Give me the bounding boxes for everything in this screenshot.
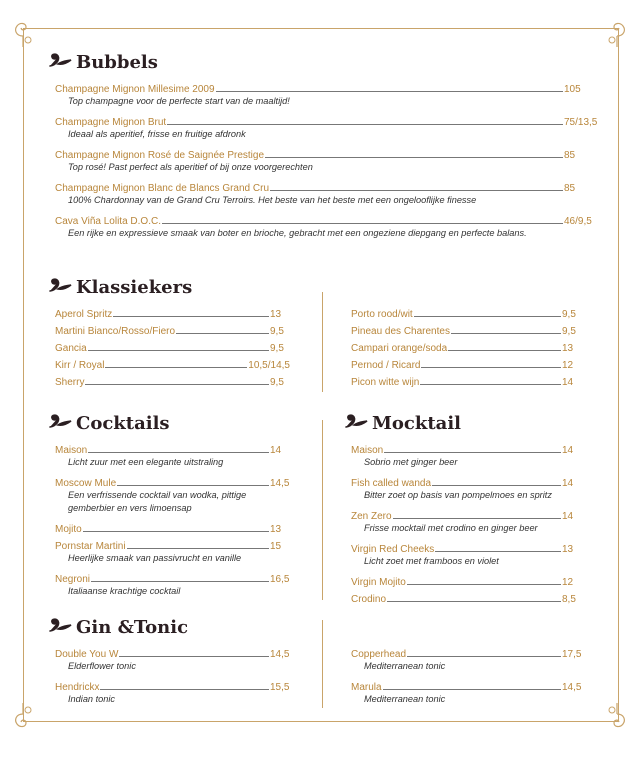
menu-item <box>351 538 582 555</box>
corner-swirl-icon <box>12 702 34 732</box>
menu-item <box>55 303 290 320</box>
leader-line <box>176 333 269 334</box>
heading-text: Cocktails <box>76 413 170 434</box>
menu-item <box>351 337 582 354</box>
leader-line <box>383 689 561 690</box>
item-name: Porto rood/wit <box>351 309 413 320</box>
item-name: Pineau des Charentes <box>351 326 450 337</box>
item-name: Moscow Mule <box>55 478 117 489</box>
leader-line <box>448 350 561 351</box>
gintonic-left-list <box>55 643 290 709</box>
leader-line <box>216 91 563 92</box>
menu-item <box>55 535 290 552</box>
item-name: Virgin Mojito <box>351 577 406 588</box>
menu-item <box>55 337 290 354</box>
item-price: 14 <box>562 445 574 456</box>
item-price: 14 <box>270 445 282 456</box>
item-price: 13 <box>562 544 574 555</box>
item-name: Virgin Red Cheeks <box>351 544 435 555</box>
description-line: Top rosé! Past perfect als aperitief of bij onze voorgerechten <box>68 162 313 172</box>
column-divider <box>322 292 323 392</box>
heading-text: Mocktail <box>372 413 462 434</box>
heading-text: Gin &Tonic <box>76 617 189 638</box>
item-description <box>55 456 290 469</box>
description-line: Elderflower tonic <box>68 661 136 671</box>
menu-item <box>55 676 290 693</box>
leader-line <box>83 531 269 532</box>
item-name: Sherry <box>55 377 85 388</box>
item-name: Marula <box>351 682 382 693</box>
menu-item <box>351 439 582 456</box>
leader-line <box>167 124 563 125</box>
item-description <box>351 555 582 568</box>
item-price: 8,5 <box>562 594 576 605</box>
item-price: 14 <box>562 511 574 522</box>
item-price: 13 <box>270 309 282 320</box>
item-description <box>55 161 600 174</box>
heading-cocktails <box>46 413 170 434</box>
bubbels-list <box>55 78 600 243</box>
item-price: 9,5 <box>270 377 284 388</box>
cocktails-list <box>55 439 290 601</box>
heading-gin-tonic <box>46 617 188 638</box>
description-line: Licht zoet met framboos en violet <box>364 556 499 566</box>
leader-line <box>435 551 561 552</box>
item-price: 46/9,5 <box>564 216 592 227</box>
corner-swirl-icon <box>12 18 34 48</box>
item-description <box>351 693 582 706</box>
leader-line <box>162 223 563 224</box>
leader-line <box>265 157 563 158</box>
item-name: Champagne Mignon Millesime 2009 <box>55 84 215 95</box>
menu-item <box>55 518 290 535</box>
menu-item <box>55 643 290 660</box>
item-price: 13 <box>270 524 282 535</box>
description-line: Mediterranean tonic <box>364 694 446 704</box>
column-divider <box>322 420 323 600</box>
item-name: Maison <box>55 445 88 456</box>
description-line: Top champagne voor de perfecte start van de maaltijd! <box>68 96 290 106</box>
item-name: Hendrickx <box>55 682 100 693</box>
menu-item <box>351 588 582 605</box>
item-price: 14 <box>562 377 574 388</box>
item-price: 105 <box>564 84 581 95</box>
menu-item <box>351 643 582 660</box>
corner-swirl-icon <box>606 18 628 48</box>
leader-line <box>88 452 269 453</box>
leader-line <box>88 350 269 351</box>
leader-line <box>117 485 269 486</box>
item-name: Martini Bianco/Rosso/Fiero <box>55 326 176 337</box>
item-price: 14,5 <box>562 682 582 693</box>
heading-text: Bubbels <box>76 52 158 73</box>
description-line: Italiaanse krachtige cocktail <box>68 586 181 596</box>
menu-item <box>351 354 582 371</box>
swirl-icon <box>46 52 72 73</box>
item-description <box>351 660 582 673</box>
item-description <box>351 522 582 535</box>
leader-line <box>407 656 561 657</box>
item-price: 14,5 <box>270 649 290 660</box>
leader-line <box>91 581 269 582</box>
menu-item <box>55 111 600 128</box>
description-line: Bitter zoet op basis van pompelmoes en spritz <box>364 490 552 500</box>
item-name: Picon witte wijn <box>351 377 420 388</box>
item-name: Crodino <box>351 594 387 605</box>
klassiekers-right-list <box>351 303 582 388</box>
item-description <box>55 693 290 706</box>
item-name: Pornstar Martini <box>55 541 126 552</box>
item-name: Pernod / Ricard <box>351 360 421 371</box>
leader-line <box>119 656 269 657</box>
item-price: 9,5 <box>562 326 576 337</box>
swirl-icon <box>46 413 72 434</box>
item-description <box>55 128 600 141</box>
menu-item <box>55 472 290 489</box>
item-name: Kirr / Royal <box>55 360 105 371</box>
description-line: Een rijke en expressieve smaak van boter en brioche, gebracht met een ongeziene diepgang en perfecte balans. <box>68 228 527 238</box>
item-description <box>351 489 582 502</box>
item-name: Champagne Mignon Brut <box>55 117 167 128</box>
item-description <box>55 194 600 207</box>
leader-line <box>414 316 561 317</box>
description-line: 100% Chardonnay van de Grand Cru Terroirs. Het beste van het beste met een ongelooflijke finesse <box>68 195 477 205</box>
item-price: 15,5 <box>270 682 290 693</box>
menu-item <box>55 177 600 194</box>
leader-line <box>85 384 269 385</box>
item-price: 17,5 <box>562 649 582 660</box>
item-price: 12 <box>562 360 574 371</box>
leader-line <box>100 689 269 690</box>
item-price: 15 <box>270 541 282 552</box>
description-line: gemberbier en vers limoensap <box>68 503 192 513</box>
item-description <box>55 95 600 108</box>
leader-line <box>407 584 561 585</box>
menu-item <box>55 320 290 337</box>
menu-item <box>351 320 582 337</box>
item-name: Zen Zero <box>351 511 392 522</box>
item-name: Negroni <box>55 574 91 585</box>
item-price: 9,5 <box>562 309 576 320</box>
leader-line <box>421 367 561 368</box>
leader-line <box>113 316 269 317</box>
leader-line <box>432 485 561 486</box>
leader-line <box>451 333 561 334</box>
item-price: 12 <box>562 577 574 588</box>
leader-line <box>393 518 561 519</box>
item-price: 14 <box>562 478 574 489</box>
description-line: Indian tonic <box>68 694 115 704</box>
item-description <box>55 585 290 598</box>
item-name: Champagne Mignon Rosé de Saignée Prestige <box>55 150 265 161</box>
item-name: Copperhead <box>351 649 407 660</box>
item-name: Double You W <box>55 649 119 660</box>
menu-item <box>351 472 582 489</box>
menu-item <box>55 354 290 371</box>
description-line: Ideaal als aperitief, frisse en fruitige afdronk <box>68 129 246 139</box>
item-price: 85 <box>564 183 576 194</box>
heading-text: Klassiekers <box>76 277 193 298</box>
swirl-icon <box>46 277 72 298</box>
menu-item <box>55 568 290 585</box>
leader-line <box>387 601 561 602</box>
swirl-icon <box>342 413 368 434</box>
corner-swirl-icon <box>606 702 628 732</box>
klassiekers-left-list <box>55 303 290 388</box>
item-description <box>55 660 290 673</box>
item-description <box>351 456 582 469</box>
mocktail-list <box>351 439 582 605</box>
item-name: Champagne Mignon Blanc de Blancs Grand Cru <box>55 183 270 194</box>
item-price: 10,5/14,5 <box>248 360 290 371</box>
leader-line <box>105 367 247 368</box>
menu-item <box>55 439 290 456</box>
heading-klassiekers <box>46 277 192 298</box>
description-line: Mediterranean tonic <box>364 661 446 671</box>
item-description <box>55 489 290 515</box>
item-name: Gancia <box>55 343 87 354</box>
leader-line <box>420 384 561 385</box>
leader-line <box>270 190 563 191</box>
item-price: 9,5 <box>270 343 284 354</box>
menu-item <box>55 78 600 95</box>
menu-item <box>55 210 600 227</box>
item-price: 13 <box>562 343 574 354</box>
item-name: Maison <box>351 445 384 456</box>
description-line: Sobrio met ginger beer <box>364 457 458 467</box>
menu-item <box>351 505 582 522</box>
item-price: 16,5 <box>270 574 290 585</box>
menu-item <box>351 303 582 320</box>
description-line: Licht zuur met een elegante uitstraling <box>68 457 224 467</box>
item-description <box>55 552 290 565</box>
item-name: Aperol Spritz <box>55 309 113 320</box>
leader-line <box>384 452 561 453</box>
column-divider <box>322 620 323 708</box>
item-price: 75/13,5 <box>564 117 598 128</box>
menu-item <box>351 571 582 588</box>
description-line: Frisse mocktail met crodino en ginger beer <box>364 523 538 533</box>
item-price: 14,5 <box>270 478 290 489</box>
menu-item <box>351 676 582 693</box>
gintonic-right-list <box>351 643 582 709</box>
item-name: Mojito <box>55 524 82 535</box>
description-line: Heerlijke smaak van passivrucht en vanille <box>68 553 242 563</box>
menu-item <box>55 371 290 388</box>
item-description <box>55 227 600 240</box>
heading-mocktail <box>342 413 461 434</box>
item-name: Campari orange/soda <box>351 343 448 354</box>
heading-bubbels <box>46 52 158 73</box>
swirl-icon <box>46 617 72 638</box>
item-price: 85 <box>564 150 576 161</box>
menu-item <box>351 371 582 388</box>
menu-item <box>55 144 600 161</box>
leader-line <box>127 548 269 549</box>
item-price: 9,5 <box>270 326 284 337</box>
item-name: Cava Viña Lolita D.O.C. <box>55 216 161 227</box>
description-line: Een verfrissende cocktail van wodka, pittige <box>68 490 247 500</box>
item-name: Fish called wanda <box>351 478 432 489</box>
